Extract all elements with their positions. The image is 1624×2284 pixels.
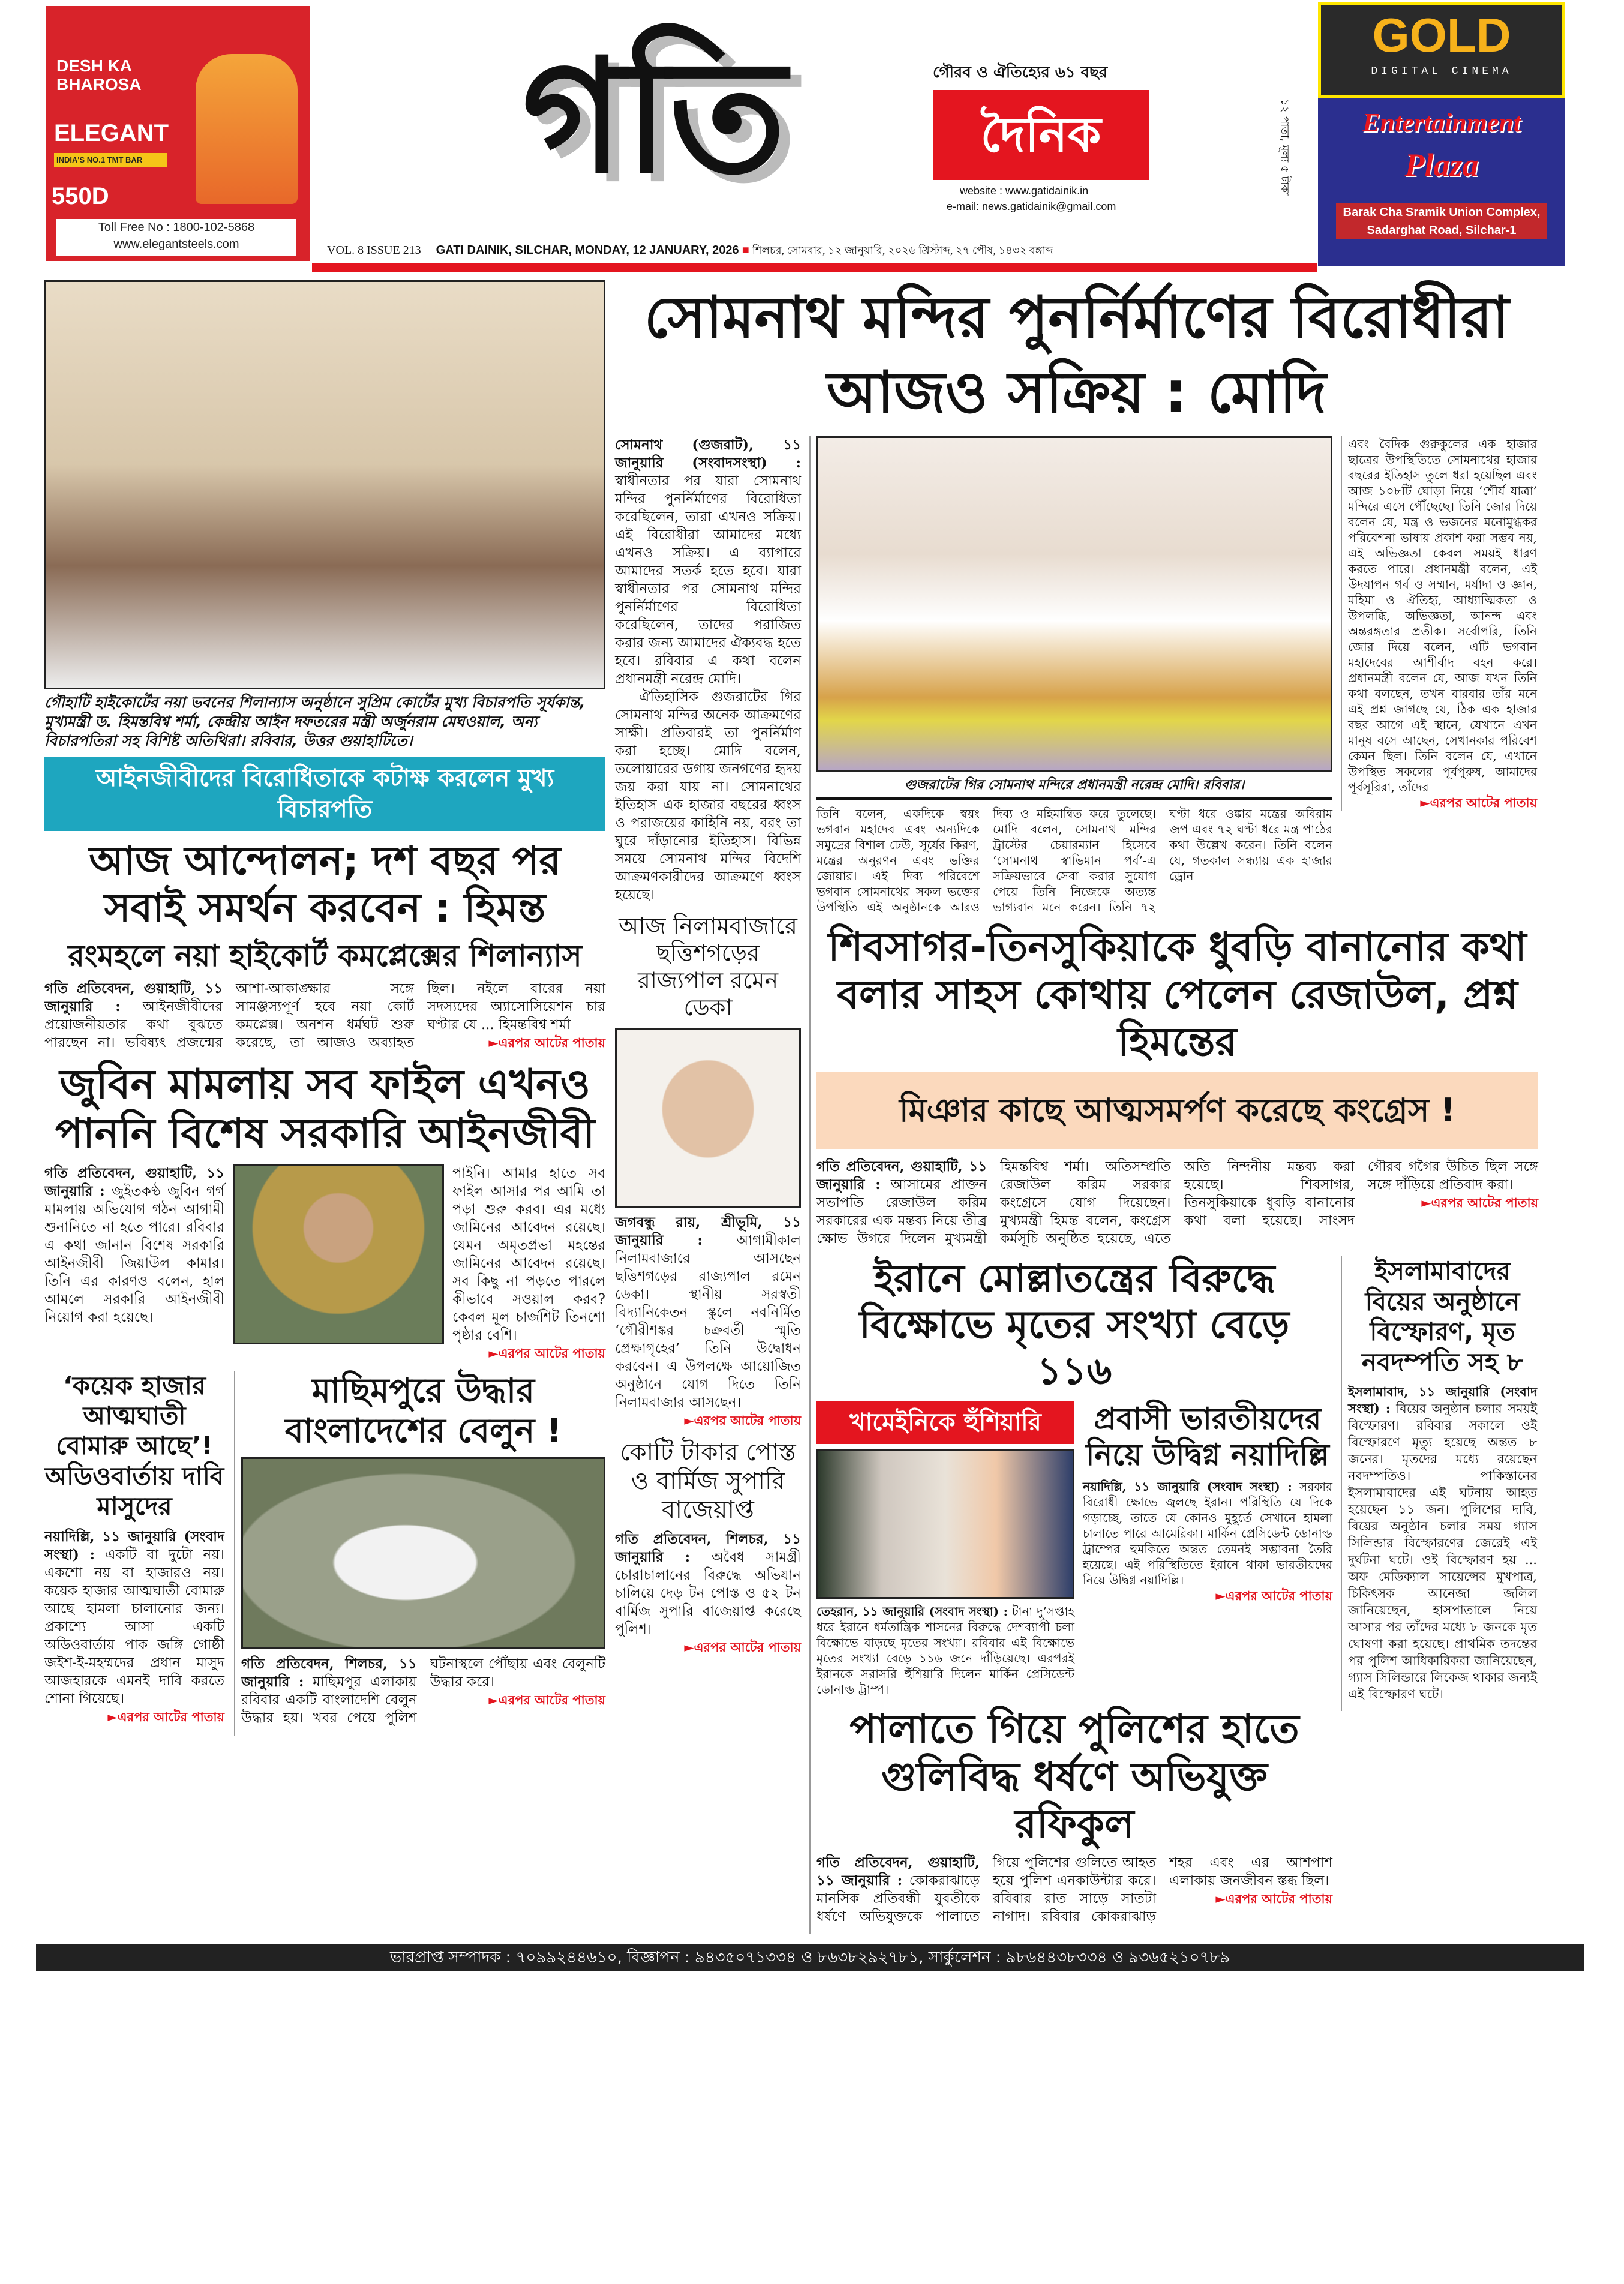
deka-dateline: জগবন্ধু রায়, শ্রীভূমি, ১১ জানুয়ারি : — [615, 1214, 801, 1248]
somnath-photo — [816, 436, 1332, 772]
masthead-website: website : www.gatidainik.in — [960, 185, 1089, 197]
rafikul-headline: পালাতে গিয়ে পুলিশের হাতে গুলিবিদ্ধ ধর্ষণে অভিযুক্ত রফিকুল — [849, 1706, 1299, 1848]
balloon-dateline: গতি প্রতিবেদন, শিলচর, ১১ জানুয়ারি : — [241, 1655, 417, 1690]
somnath-body-col1 — [615, 436, 801, 904]
footer-contacts: ভারপ্রাপ্ত সম্পাদক : ৭০৯৯২৪৪৬১০, বিজ্ঞাপন : ৯৪৩৫০৭১৩৩৪ ও ৮৬৩৮২৯২৭৮১, সার্কুলেশন : ৯৮৬৪৪৩৮৩৩৪ ও ৯৩৬৫২১০৭৮৯ — [36, 1944, 1584, 1971]
deka-body — [615, 1214, 801, 1430]
wide-column — [809, 436, 1538, 1935]
dateline-bar — [309, 240, 1317, 260]
iran-row — [816, 1256, 1538, 1934]
iran-text: টানা দু’সপ্তাহ ধরে ইরানে ধর্মতান্ত্রিক শাসনের বিরুদ্ধে দেশব্যাপী চলা বিক্ষোভে বাড়ছে মৃতের সংখ্যা। রবিবার এই বিক্ষোভে মৃতের সংখ্যা বেড়ে ১১৬ জনে দাঁড়িয়েছে। এরপরই ইরানকে সরাসরি হুঁশিয়ারি দিলেন মার্কিন প্রেসিডেন্ট ডোনাল্ড ট্রাম্প। — [816, 1604, 1074, 1697]
deka-text: আগামীকাল নিলামবাজারে আসছেন ছত্তিশগড়ের রাজ্যপাল রমেন ডেকা। স্থানীয় সরস্বতী বিদ্যানিকেতন স্কুলে নবনির্মিত ‘গৌরীশঙ্কর চক্রবর্তী স্মৃতি প্রেক্ষাগৃহের’ তিনি উদ্বোধন করবেন। এ উপলক্ষে আয়োজিত অনুষ্ঠানে যোগ দিতে তিনি নিলামবাজার আসছেন। — [615, 1232, 801, 1410]
highcourt-headline: আজ আন্দোলন; দশ বছর পর সবাই সমর্থন করবেন : হিমন্ত — [89, 838, 561, 932]
islamabad-dateline: ইসলামাবাদ, ১১ জানুয়ারি (সংবাদ সংস্থা) : — [1348, 1383, 1537, 1416]
left-column — [44, 280, 605, 1736]
balloon-photo — [241, 1457, 605, 1649]
continued-link[interactable]: ►এরপর আটের পাতায় — [1420, 794, 1537, 810]
masthead-red-rule — [312, 263, 1317, 272]
islamabad-text: বিয়ের অনুষ্ঠান চলার সময়ই বিস্ফোরণ। রবিবার সকালে ওই বিস্ফোরণে মৃত্যু হয়েছে অন্তত ৮ জনের। মৃতদের মধ্যে রয়েছেন নবদম্পতিও। পাকিস্তানের ইসলামাবাদের এই ঘটনায় আহত হয়েছেন ১১ জন। পুলিশের দাবি, বিয়ের অনুষ্ঠান চলার সময় গ্যাস সিলিন্ডার বিস্ফোরণের জেরেই এই দুর্ঘটনা ঘটে। ওই বিস্ফোরণ হয় ... অফ মেডিক্যাল সায়েন্সের মুখপাত্র, চিকিৎসক আনেজা জলিল জানিয়েছেন, হাসপাতালে নিয়ে আসার পর তাঁদের মধ্যে ৮ জনকে মৃত ঘোষণা করা হয়েছে। প্রাথমিক তদন্তের পর পুলিশ আধিকারিকরা জানিয়েছেন, গ্যাস সিলিন্ডারে লিকেজ থাকার জন্যই এই বিস্ফোরণ ঘটে। — [1348, 1401, 1537, 1701]
continued-link[interactable]: ►এরপর আটের পাতায় — [488, 1345, 605, 1361]
zubeen-row — [44, 1164, 605, 1371]
poppy-text: অবৈধ সামগ্রী চোরাচালানের বিরুদ্ধে অভিযান চালিয়ে দেড় টন পোস্ত ও ৫২ টন বার্মিজ সুপারি বাজেয়াপ্ত করেছে পুলিশ। — [615, 1549, 801, 1637]
zubeen-dateline: গতি প্রতিবেদন, গুয়াহাটি, ১১ জানুয়ারি : — [44, 1164, 224, 1199]
continued-link[interactable]: ►এরপর আটের পাতায় — [684, 1639, 801, 1655]
shivsagar-headline: শিবসাগর-তিনসুকিয়াকে ধুবড়ি বানানোর কথা বলার সাহস কোথায় পেলেন রেজাউল, প্রশ্ন হিমন্তের — [828, 923, 1527, 1065]
highcourt-caption: গৌহাটি হাইকোর্টের নয়া ভবনের শিলান্যাস অনুষ্ঠানে সুপ্রিম কোর্টের মুখ্য বিচারপতি সূর্যকান্ত, মুখ্যমন্ত্রী ড. হিমন্তবিশ্ব শর্মা, কেন্দ্রীয় আইন দফতরের মন্ত্রী অর্জুনরাম মেঘওয়াল, অন্য বিচারপতিরা সহ বিশিষ্ট অতিথিরা। রবিবার, উত্তর গুয়াহাটিতে। — [44, 694, 586, 749]
zubeen-body-right — [452, 1164, 605, 1362]
shivsagar-dateline: গতি প্রতিবেদন, গুয়াহাটি, ১১ জানুয়ারি : — [816, 1158, 987, 1193]
ad-brand: ELEGANT — [54, 120, 169, 146]
bengali-date: শিলচর, সোমবার, ১২ জানুয়ারি, ২০২৬ খ্রিস্টাব্দ, ২৭ পৌষ, ১৪৩২ বঙ্গাব্দ — [752, 244, 1053, 256]
somnath-dateline: সোমনাথ (গুজরাট), ১১ জানুয়ারি (সংবাদসংস্থা) : — [615, 436, 801, 471]
rafikul-text: কোকরাঝাড়ে মানসিক প্রতিবন্ধী যুবতীকে ধর্ষণে অভিযুক্তকে পালাতে গিয়ে পুলিশের গুলিতে আহত হয়ে পুলিশ এনকাউন্টার করে। রবিবার রাত সাড়ে সাতটা নাগাদ। রবিবার কোকরাঝাড় শহর এবং এর আশপাশ এলাকায় জনজীবন স্তব্ধ ছিল। — [816, 1855, 1332, 1925]
continued-link[interactable]: ►এরপর আটের পাতায় — [107, 1709, 224, 1724]
zubeen-body-left — [44, 1164, 224, 1326]
islamabad-body — [1348, 1383, 1537, 1703]
deka-headline: আজ নিলামবাজারে ছত্তিশগড়ের রাজ্যপাল রমেন ডেকা — [619, 912, 797, 1021]
masthead-logo: গতি — [522, 26, 786, 208]
zubeen-photo — [233, 1164, 444, 1344]
zubeen-headline: জুবিন মামলায় সব ফাইল এখনও পাননি বিশেষ সরকারি আইনজীবী — [55, 1061, 595, 1157]
highcourt-photo — [44, 280, 605, 689]
highcourt-banner: আইনজীবীদের বিরোধিতাকে কটাক্ষ করলেন মুখ্য বিচারপতি — [44, 757, 605, 831]
poppy-dateline: গতি প্রতিবেদন, শিলচর, ১১ জানুয়ারি : — [615, 1530, 801, 1565]
somnath-body-lower — [816, 806, 1332, 915]
somnath-text3: তিনি বলেন, একদিকে স্বয়ং ভগবান মহাদেব এবং অন্যদিকে সমুদ্রের বিশাল ঢেউ, সূর্যের কিরণ, মন্ত্রের অনুরণন এবং ভক্তির জোয়ার। এই দিব্য পরিবেশে ভগবান সোমনাথের সকল ভক্তের উপস্থিতি এই অনুষ্ঠানকে আরও দিব্য ও মহিমান্বিত করে তুলেছে। মোদি বলেন, সোমনাথ মন্দির ট্রাস্টের চেয়ারম্যান হিসেবে ‘সোমনাথ স্বাভিমান পর্ব’-এ সক্রিয়ভাবে সেবা করার সুযোগ পেয়ে তিনি নিজেকে অত্যন্ত ভাগ্যবান মনে করেন। তিনি ৭২ ঘণ্টা ধরে ওঙ্কার মন্ত্রের অবিরাম জপ এবং ৭২ ঘণ্টা ধরে মন্ত্র পাঠের কথা উল্লেখ করেন। তিনি বলেন যে, গতকাল সন্ধ্যায় এক হাজার ড্রোন — [816, 806, 1332, 914]
vol-issue: VOL. 8 ISSUE 213 — [327, 244, 421, 257]
masthead-tagline: গৌরব ও ঐতিহ্যের ৬১ বছর — [933, 64, 1108, 82]
ad-plaza-address: Barak Cha Sramik Union Complex, Sadarghat Road, Silchar-1 — [1336, 203, 1547, 239]
page-content — [44, 280, 1538, 1971]
balloon-body — [241, 1655, 605, 1727]
masood-story — [44, 1371, 224, 1734]
ad-gold-box — [1318, 2, 1565, 98]
zubeen-text-right: পাইনি। আমার হাতে সব ফাইল আসার পর আমি তা পড়া শুরু করব। এর মধ্যে জামিনের আবেদন রয়েছে। যেমন অমৃতপ্রভা মহন্তের জামিনের আবেদন রয়েছে। সব কিছু না পড়তে পারলে কীভাবে সওয়াল করব? কেবল মূল চার্জশিট তিনশো পৃষ্ঠার বেশি। — [452, 1165, 605, 1343]
zubeen-text-left: জুইতকণ্ঠ জুবিন গর্গ মামলায় অভিযোগ গঠন আগামী শুনানিতে না হতে পারে। রবিবার এ কথা জানান বিশেষ সরকারি আইনজীবী জিয়াউল কামার। তিনি এর কারণও বলেন, হাল আমলে সরকারি আইনজীবী নিয়োগ করা হয়েছে। — [44, 1183, 224, 1325]
somnath-body-right — [1341, 436, 1537, 811]
pages-price: ১২ পাতা, মূল্য ৫ টাকা — [1278, 98, 1292, 196]
somnath-text1: স্বাধীনতার পর যারা সোমনাথ মন্দির পুনর্নির্মাণের বিরোধিতা করেছিলেন, তারা এখনও সক্রিয়। এই বিরোধীরা আমাদের মধ্যে এখনও সক্রিয়। এ ব্যাপারে আমাদের সতর্ক হতে হবে। যারা স্বাধীনতার পর সোমনাথ মন্দির পুনর্নির্মাণের বিরোধিতা করেছিলেন, তাদের পরাজিত করার জন্য আমাদের ঐক্যবদ্ধ হতে হবে। রবিবার এ কথা বলেন প্রধানমন্ত্রী নরেন্দ্র মোদি। — [615, 473, 801, 687]
highcourt-text: আইনজীবীদের প্রয়োজনীয়তার কথা বুঝতে পারছেন না। ভবিষ্যৎ প্রজন্মের আশা-আকাঙ্ক্ষার সঙ্গে সামঞ্জস্যপূর্ণ হবে নয়া কোর্ট কমপ্লেক্স। অনশন ধর্মঘট শুরু করেছে, তা আজও অব্যাহত ছিল। নইলে বারের নয়া সদস্যদের অ্যাসোসিয়েশন চার ঘণ্টার যে ... হিমন্তবিশ্ব শর্মা — [44, 981, 605, 1051]
ad-website: www.elegantsteels.com — [113, 238, 239, 251]
balloon-headline: মাছিমপুরে উদ্ধার বাংলাদেশের বেলুন ! — [284, 1371, 562, 1451]
somnath-photo-block — [816, 436, 1332, 923]
highcourt-body — [44, 980, 605, 1052]
highcourt-subhead: রংমহলে নয়া হাইকোর্ট কমপ্লেক্সের শিলান্যাস — [68, 938, 582, 974]
date-bullet: ■ — [742, 244, 749, 257]
khamenei-banner: খামেইনিকে হুঁশিয়ারি — [816, 1401, 1074, 1444]
nri-block — [1083, 1401, 1332, 1612]
rafikul-dateline: গতি প্রতিবেদন, গুয়াহাটি, ১১ জানুয়ারি : — [816, 1854, 980, 1889]
iran-block — [816, 1256, 1332, 1934]
continued-link[interactable]: ►এরপর আটের পাতায় — [1215, 1891, 1332, 1907]
ad-plaza-name2: Plaza — [1404, 147, 1479, 183]
elegant-steel-ad — [46, 6, 310, 261]
ad-worker-image — [196, 54, 298, 204]
continued-link[interactable]: ►এরপর আটের পাতায় — [488, 1035, 605, 1051]
ad-contact-box — [56, 219, 296, 256]
masood-body — [44, 1528, 224, 1726]
nri-text: সরকার বিরোধী ক্ষোভে জ্বলছে ইরান। পরিস্থিতি যে দিকে গড়াচ্ছে, তাতে যে কোনও মুহূর্তে সেখানে হামলা চালাতে পারে আমেরিকা। মার্কিন প্রেসিডেন্ট ডোনাল্ড ট্রাম্পের হুমকিতে অন্তত তেমনই সম্ভাবনা তৈরি হয়েছে। এই পরিস্থিতিতে ইরানে থাকা ভারতীয়দের নিয়ে উদ্বিগ্ন নয়াদিল্লি। — [1083, 1479, 1333, 1587]
continued-link[interactable]: ►এরপর আটের পাতায় — [1421, 1195, 1538, 1211]
right-area — [615, 280, 1538, 1934]
khamenei-trump-photo — [816, 1449, 1074, 1599]
ad-plaza-name1: Entertainment — [1362, 108, 1521, 137]
ad-tag: INDIA'S NO.1 TMT BAR — [54, 153, 167, 167]
highcourt-dateline: গতি প্রতিবেদন, গুয়াহাটি, ১১ জানুয়ারি : — [44, 980, 223, 1015]
ad-tollfree: Toll Free No : 1800-102-5868 — [98, 221, 255, 234]
ad-gold-sub: DIGITAL CINEMA — [1371, 65, 1512, 77]
content-columns — [44, 280, 1538, 1934]
continued-link[interactable]: ►এরপর আটের পাতায় — [1215, 1587, 1332, 1603]
somnath-row — [816, 436, 1538, 923]
gold-cinema-ad — [1318, 2, 1565, 266]
ad-slogan: DESH KA BHAROSA — [56, 56, 142, 94]
balloon-story — [234, 1371, 605, 1736]
iran-subrow — [816, 1401, 1332, 1706]
nri-dateline: নয়াদিল্লি, ১১ জানুয়ারি (সংবাদ সংস্থা) : — [1083, 1479, 1292, 1494]
somnath-caption: গুজরাটের গির সোমনাথ মন্দিরে প্রধানমন্ত্রী নরেন্দ্র মোদি। রবিবার। — [816, 776, 1332, 800]
nri-headline: প্রবাসী ভারতীয়দের নিয়ে উদ্বিগ্ন নয়াদিল্লি — [1086, 1401, 1329, 1472]
shivsagar-body — [816, 1158, 1538, 1248]
shivsagar-text: আসামের প্রাক্তন সভাপতি রেজাউল করিম সরকারের এক মন্তব্য নিয়ে তীব্র ক্ষোভ উগরে দিলেন মুখ্যমন্ত্রী হিমন্তবিশ্ব শর্মা। অতিসম্প্রতি রেজাউল করিম সরকার কংগ্রেসে যোগ দিয়েছেন। মুখ্যমন্ত্রী হিমন্ত বলেন, কংগ্রেস কর্মসূচি অনুষ্ঠিত হয়েছে, এতে অতি নিন্দনীয় মন্তব্য করা হয়েছে। শিবসাগর, তিনসুকিয়াকে ধুবড়ি বানানোর কথা বলা হয়েছে। সাংসদ গৌরব গগৈর উচিত ছিল সঙ্গে সঙ্গে দাঁড়িয়ে প্রতিবাদ করা। — [816, 1159, 1538, 1247]
islamabad-block — [1341, 1256, 1537, 1711]
masood-dateline: নয়াদিল্লি, ১১ জানুয়ারি (সংবাদ সংস্থা) : — [44, 1528, 224, 1563]
narrow-column — [615, 436, 801, 1665]
somnath-text4: এবং বৈদিক গুরুকুলের এক হাজার ছাত্রের উপস্থিতিতে সোমনাথের হাজার বছরের ইতিহাস তুলে ধরা হয়েছিল এবং আজ ১০৮টি ঘোড়া নিয়ে ‘শৌর্য যাত্রা’ মন্দিরে এসে পৌঁছেছে। তিনি জোর দিয়ে বলেন যে, মন্ত্র ও ভজনের মনোমুগ্ধকর পরিবেশনা ভাষায় প্রকাশ করা সম্ভব নয়, এই অভিজ্ঞতা কেবল সময়ই ধারণ করতে পারে। প্রধানমন্ত্রী বলেন, এই উদযাপন গর্ব ও সম্মান, মর্যাদা ও জ্ঞান, মহিমা ও ঐতিহ্য, আধ্যাত্মিকতা ও উপলব্ধি, অভিজ্ঞতা, আনন্দ এবং অন্তরঙ্গতার প্রতীক। সর্বোপরি, তিনি জোর দিয়ে বলেন, এটি ভগবান মহাদেবের আশীর্বাদ বহন করে। প্রধানমন্ত্রী বলেন যে, আজ যখন তিনি কথা বলছেন, তখন বারবার তাঁর মনে এই প্রশ্ন জাগছে যে, ঠিক এক হাজার বছর আগে এই স্থানে, যেখানে এখন মানুষ বসে আছেন, সেখানকার পরিবেশ কেমন ছিল। তিনি বলেন যে, এখানে উপস্থিত সকলের পূর্বপুরুষ, আমাদের পূর্বসূরিরা, তাঁদের — [1348, 436, 1537, 794]
somnath-headline: সোমনাথ মন্দির পুনর্নির্মাণের বিরোধীরা আজও সক্রিয় : মোদি — [644, 284, 1509, 426]
bottom-left-row — [44, 1371, 605, 1736]
iran-dateline: তেহরান, ১১ জানুয়ারি (সংবাদ সংস্থা) : — [816, 1604, 1008, 1619]
deka-photo — [615, 1028, 801, 1208]
somnath-text2: ঐতিহাসিক গুজরাটের গির সোমনাথ মন্দির অনেক আক্রমণের সাক্ষী। প্রতিবারই তা পুনর্নির্মাণ করা হচ্ছে। মোদি বলেন, তলোয়ারের ডগায় জনগণের হৃদয় জয় করা যায় না। সোমনাথের ইতিহাস এক হাজার বছরের ধ্বংস ও পরাজয়ের কাহিনি নয়, বরং তা ঘুরে দাঁড়ানোর ইতিহাস। বিভিন্ন সময়ে সোমনাথ মন্দির বিদেশি আক্রমণকারীদের আক্রমণে ধ্বংস হয়েছে। — [615, 689, 801, 903]
khamenei-block — [816, 1401, 1074, 1706]
iran-headline: ইরানে মোল্লাতন্ত্রের বিরুদ্ধে বিক্ষোভে মৃতের সংখ্যা বেড়ে ১১৬ — [859, 1257, 1290, 1394]
ad-grade: 550D — [52, 183, 109, 209]
continued-link[interactable]: ►এরপর আটের পাতায় — [488, 1692, 605, 1707]
poppy-body — [615, 1530, 801, 1656]
poppy-headline: কোটি টাকার পোস্ত ও বার্মিজ সুপারি বাজেয়াপ্ত — [620, 1438, 796, 1524]
balloon-text: মাছিমপুর এলাকায় রবিবার একটি বাংলাদেশি বেলুন উদ্ধার হয়। খবর পেয়ে পুলিশ ঘটনাস্থলে পৌঁছায় এবং বেলুনটি উদ্ধার করে। — [241, 1656, 605, 1726]
ad-gold-brand: GOLD — [1372, 8, 1511, 62]
masood-headline: ‘কয়েক হাজার আত্মঘাতী বোমারু আছে’! অডিওবার্তায় দাবি মাসুদের — [44, 1370, 224, 1521]
masthead-dainik: দৈনিক — [933, 90, 1149, 180]
rafikul-body — [816, 1854, 1332, 1926]
continued-link[interactable]: ►এরপর আটের পাতায় — [684, 1412, 801, 1428]
nri-body — [1083, 1479, 1332, 1604]
masthead-email: e-mail: news.gatidainik@gmail.com — [947, 200, 1116, 212]
english-date: GATI DAINIK, SILCHAR, MONDAY, 12 JANUARY, 2026 — [436, 244, 739, 257]
iran-body — [816, 1604, 1074, 1697]
right-area-columns — [615, 436, 1538, 1935]
masood-text: একটি বা দুটো নয়। একশো নয় বা হাজারও নয়। কয়েক হাজার আত্মঘাতী বোমারু আছে হামলা চালানোর জন্য। প্রকাশ্যে আসা একটি অডিওবার্তায় পাক জঙ্গি গোষ্ঠী জইশ-ই-মহম্মদের প্রধান মাসুদ আজহারকে এমনই দাবি করতে শোনা গিয়েছে। — [44, 1547, 225, 1707]
islamabad-headline: ইসলামাবাদের বিয়ের অনুষ্ঠানে বিস্ফোরণ, মৃত নবদম্পতি সহ ৮ — [1361, 1256, 1523, 1377]
shivsagar-banner: মিঞার কাছে আত্মসমর্পণ করেছে কংগ্রেস ! — [816, 1072, 1538, 1149]
